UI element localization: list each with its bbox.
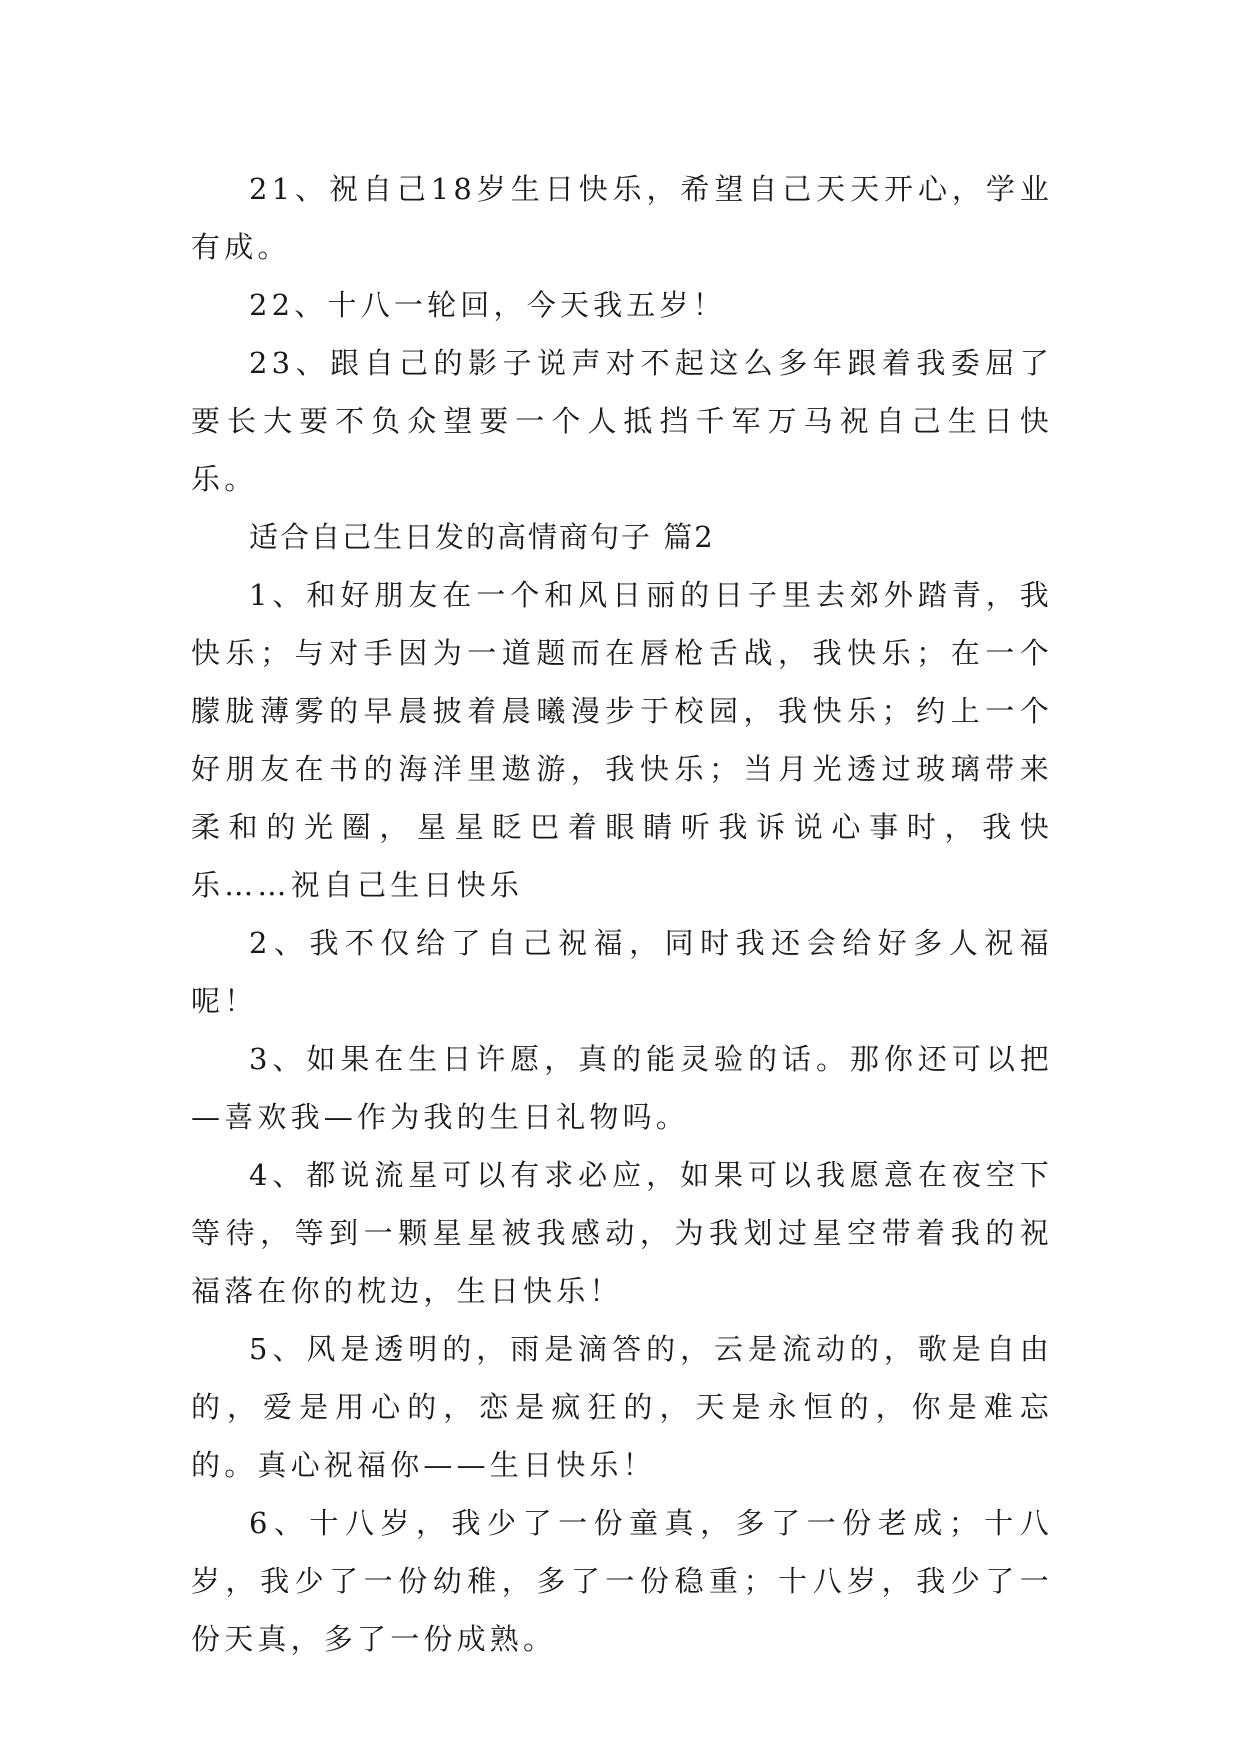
paragraph-2: 2、我不仅给了自己祝福，同时我还会给好多人祝福呢！ (191, 926, 1053, 1018)
paragraph-3: 3、如果在生日许愿，真的能灵验的话。那你还可以把—喜欢我—作为我的生日礼物吗。 (191, 1042, 1053, 1134)
paragraph-22: 22、十八一轮回，今天我五岁！ (249, 288, 726, 322)
paragraph-4: 4、都说流星可以有求必应，如果可以我愿意在夜空下等待，等到一颗星星被我感动，为我划过星空带着我的祝福落在你的枕边，生日快乐！ (191, 1158, 1053, 1308)
paragraph-5: 5、风是透明的，雨是滴答的，云是流动的，歌是自由的，爱是用心的，恋是疯狂的，天是永恒的，你是难忘的。真心祝福你——生日快乐！ (191, 1332, 1053, 1482)
document-body (191, 160, 1053, 1668)
paragraph-1: 1、和好朋友在一个和风日丽的日子里去郊外踏青，我快乐；与对手因为一道题而在唇枪舌战，我快乐；在一个朦胧薄雾的早晨披着晨曦漫步于校园，我快乐；约上一个好朋友在书的海洋里遨游，我快乐；当月光透过玻璃带来柔和的光圈，星星眨巴着眼睛听我诉说心事时，我快乐……祝自己生日快乐 (191, 578, 1053, 902)
section-heading: 适合自己生日发的高情商句子 篇2 (249, 520, 715, 554)
paragraph-21: 21、祝自己18岁生日快乐，希望自己天天开心，学业有成。 (191, 172, 1053, 264)
paragraph-23: 23、跟自己的影子说声对不起这么多年跟着我委屈了要长大要不负众望要一个人抵挡千军万马祝自己生日快乐。 (191, 346, 1053, 496)
paragraph-6: 6、十八岁，我少了一份童真，多了一份老成；十八岁，我少了一份幼稚，多了一份稳重；十八岁，我少了一份天真，多了一份成熟。 (191, 1506, 1053, 1656)
